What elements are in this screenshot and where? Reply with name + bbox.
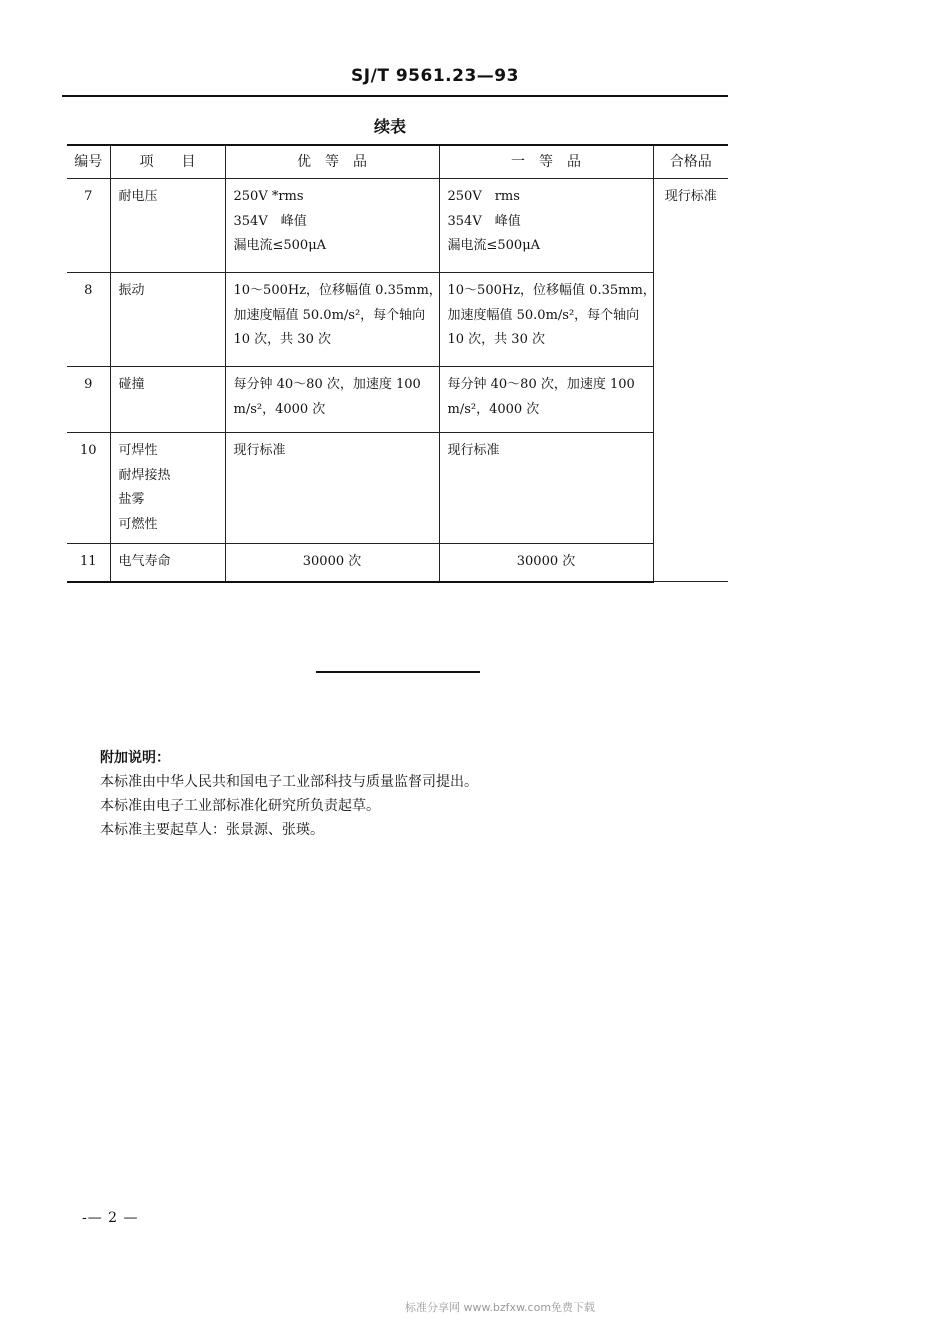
item-line: 振动: [118, 283, 145, 298]
end-of-table-rule: [316, 671, 480, 673]
cell-line: 漏电流≤500μA: [447, 238, 541, 253]
cell-line: 加速度幅值 50.0m/s²，每个轴向: [447, 307, 640, 323]
cell-line: 10～500Hz，位移幅值 0.35mm，: [447, 283, 656, 298]
table-row: [67, 367, 728, 433]
item-line: 可焊性: [118, 443, 158, 458]
notes-line: 本标准由电子工业部标准化研究所负责起草。: [100, 798, 380, 814]
column-header-first-grade: 一 等 品: [439, 145, 653, 179]
row-number: 10: [67, 433, 110, 544]
item-line: 盐雾: [118, 492, 145, 507]
notes-line: 本标准由中华人民共和国电子工业部科技与质量监督司提出。: [100, 774, 478, 790]
cell-line: 30000 次: [516, 554, 576, 569]
cell-line: 10 次，共 30 次: [447, 332, 545, 347]
column-header-item: 项 目: [110, 145, 225, 179]
row-number: 7: [67, 179, 110, 273]
cell-line: m/s²，4000 次: [233, 401, 326, 417]
cell-line: 加速度幅值 50.0m/s²，每个轴向: [233, 307, 426, 323]
item-line: 耐焊接热: [118, 467, 171, 483]
premium-grade-cell: [225, 433, 439, 544]
row-item: [110, 273, 225, 367]
additional-notes: [100, 746, 478, 842]
cell-line: 30000 次: [302, 554, 362, 569]
header-divider: [62, 95, 728, 97]
row-number: 8: [67, 273, 110, 367]
first-grade-cell: [439, 273, 656, 367]
notes-title: 附加说明：: [100, 750, 170, 766]
item-line: 电气寿命: [118, 554, 171, 569]
cell-line: 250V rms: [447, 189, 520, 204]
row-item: [110, 544, 225, 582]
column-header-number: 编号: [67, 145, 110, 179]
cell-line: m/s²，4000 次: [447, 401, 540, 417]
column-header-premium-grade: 优 等 品: [225, 145, 439, 179]
specification-table: [67, 144, 728, 583]
premium-grade-cell: [225, 544, 439, 582]
item-line: 碰撞: [118, 377, 145, 392]
table-row: [67, 273, 728, 367]
premium-grade-cell: [225, 179, 439, 273]
item-line: 耐电压: [118, 189, 158, 204]
cell-line: 250V *rms: [233, 189, 304, 204]
column-header-qualified-grade: 合格品: [653, 145, 728, 179]
row-item: [110, 179, 225, 273]
notes-line: 本标准主要起草人：张景源、张瑛。: [100, 822, 324, 838]
cell-line: 354V 峰值: [233, 213, 307, 229]
page-number: -— 2 —: [82, 1210, 139, 1226]
first-grade-cell: [439, 544, 653, 582]
cell-line: 每分钟 40～80 次，加速度 100: [233, 377, 421, 392]
cell-line: 354V 峰值: [447, 213, 521, 229]
cell-line: 10～500Hz，位移幅值 0.35mm，: [233, 283, 442, 298]
cell-line: 现行标准: [447, 443, 500, 458]
first-grade-cell: [439, 179, 653, 273]
row-item: [110, 433, 225, 544]
premium-grade-cell: [225, 367, 439, 433]
first-grade-cell: [439, 433, 653, 544]
table-header-row: [67, 145, 728, 179]
item-line: 可燃性: [118, 516, 158, 532]
table-caption: 续表: [373, 117, 406, 136]
cell-line: 现行标准: [233, 443, 286, 458]
cell-line: 每分钟 40～80 次，加速度 100: [447, 377, 635, 392]
table-row: [67, 179, 728, 273]
table-row: [67, 544, 728, 582]
row-item: [110, 367, 225, 433]
table-row: [67, 433, 728, 544]
row-number: 11: [67, 544, 110, 582]
cell-line: 漏电流≤500μA: [233, 238, 327, 253]
first-grade-cell: [439, 367, 653, 433]
footer-watermark: 标准分享网 www.bzfxw.com免费下载: [404, 1301, 596, 1314]
cell-line: 10 次，共 30 次: [233, 332, 331, 347]
qualified-grade-merged-cell: 现行标准: [653, 179, 728, 582]
page-header-standard-code: SJ/T 9561.23—93: [351, 66, 519, 86]
row-number: 9: [67, 367, 110, 433]
premium-grade-cell: [225, 273, 442, 367]
